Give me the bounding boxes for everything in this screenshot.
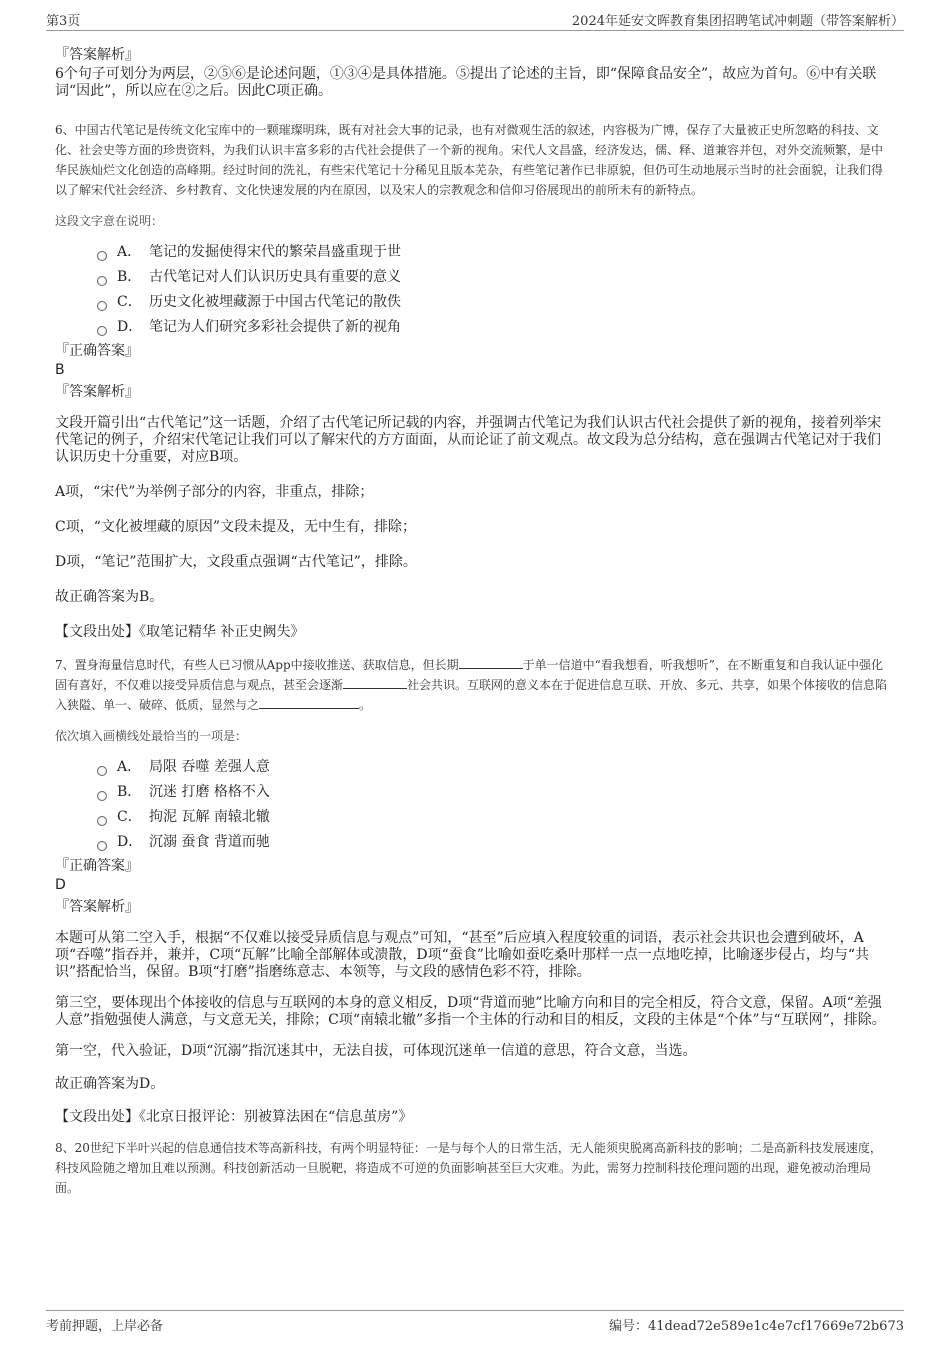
q6-text: 6、中国古代笔记是传统文化宝库中的一颗璀璨明珠，既有对社会大事的记录，也有对微观生活的叙述，内容极为广博，保存了大量被正史所忽略的科技、文化、社会史等方面的珍贵资料，为我们认识丰富多彩的古代社会提供了一个新的视角。宋代人文昌盛，经济发达，儒、释、道兼容并包，对外交流频繁，是中华民族灿烂文化创造的高峰期。经过时间的洗礼，有些宋代笔记十分稀见且版本芜杂，有些笔记著作已非原貌，但仍可生动地展示当时的社会面貌，让我们得以了解宋代社会经济、乡村教育、文化快速发展的内在原因，以及宋人的宗教观念和信仰习俗展现出的前所未有的新特点。 (55, 123, 884, 197)
radio-icon[interactable] (97, 766, 107, 776)
page-footer (46, 1310, 904, 1333)
q6-source: 【文段出处】《取笔记精华 补正史阙失》 (55, 624, 305, 640)
q7-source: 【文段出处】《北京日报评论：别被算法困在“信息茧房”》 (55, 1109, 413, 1125)
radio-icon[interactable] (97, 301, 107, 311)
q6-option-c[interactable]: C． 历史文化被埋藏源于中国古代笔记的散佚 (97, 290, 893, 315)
document-title: 2024年延安文晖教育集团招聘笔试冲刺题（带答案解析） (571, 14, 904, 29)
document-content (55, 46, 893, 1198)
q6-analysis-label: 『答案解析』 (55, 384, 139, 400)
q7-prompt: 依次填入画横线处最恰当的一项是： (55, 729, 248, 743)
q5-analysis-label: 『答案解析』 (55, 47, 139, 63)
q7-text: 7、置身海量信息时代，有些人已习惯从App中接收推送、获取信息，但长期 于单一信道中“看我想看，听我想听”，在不断重复和自我认证中强化固有喜好，不仅难以接受异质信息与观点，甚至会逐渐 社会共识。互联网的意义本在于促进信息互联、开放、多元、共享，如果个体接收的信息陷入狭隘、单一、破碎、低质，显然与之 。 (55, 658, 888, 712)
radio-icon[interactable] (97, 326, 107, 336)
q7-option-d[interactable]: D． 沉溺 蚕食 背道而驰 (97, 830, 893, 855)
q5-analysis: 6个句子可划分为两层，②⑤⑥是论述问题，①③④是具体措施。⑤提出了论述的主旨，即“保障食品安全”，故应为首句。⑥中有关联词“因此”，所以应在②之后。因此C项正确。 (55, 66, 877, 99)
q7-analysis-p4: 故正确答案为D。 (55, 1076, 165, 1092)
q6-answer-label: 『正确答案』 (55, 343, 139, 359)
q7-option-b[interactable]: B． 沉迷 打磨 格格不入 (97, 780, 893, 805)
radio-icon[interactable] (97, 816, 107, 826)
page-header (46, 10, 904, 31)
radio-icon[interactable] (97, 276, 107, 286)
radio-icon[interactable] (97, 791, 107, 801)
q6-answer: B (55, 362, 65, 378)
q7-analysis-p1: 本题可从第二空入手，根据“不仅难以接受异质信息与观点”可知，“甚至”后应填入程度较重的词语，表示社会共识也会遭到破坏，A项“吞噬”指吞并，兼并，C项“瓦解”比喻全部解体或溃散，D项“蚕食”比喻如蚕吃桑叶那样一点一点地吃掉，比喻逐步侵占，均与“共识”搭配恰当，保留。B项“打磨”指磨练意志、本领等，与文段的感情色彩不符，排除。 (55, 930, 870, 980)
q6-option-d[interactable]: D． 笔记为人们研究多彩社会提供了新的视角 (97, 315, 893, 340)
blank-line (259, 696, 359, 709)
q6-option-b[interactable]: B． 古代笔记对人们认识历史具有重要的意义 (97, 265, 893, 290)
q7-option-c[interactable]: C． 拘泥 瓦解 南辕北辙 (97, 805, 893, 830)
radio-icon[interactable] (97, 841, 107, 851)
q7-answer: D (55, 877, 66, 893)
q6-option-a[interactable]: A． 笔记的发掘使得宋代的繁荣昌盛重现于世 (97, 240, 893, 265)
q7-analysis-label: 『答案解析』 (55, 899, 139, 915)
q7-options (55, 755, 893, 855)
q7-answer-label: 『正确答案』 (55, 858, 139, 874)
page-number: 第3页 (46, 14, 81, 29)
q6-analysis-p1: 文段开篇引出“古代笔记”这一话题，介绍了古代笔记所记载的内容，并强调古代笔记为我们认识古代社会提供了新的视角，接着列举宋代笔记的例子，介绍宋代笔记让我们可以了解宋代的方方面面，从而论证了前文观点。故文段为总分结构，意在强调古代笔记对于我们认识历史十分重要，对应B项。 (55, 415, 882, 465)
q7-option-a[interactable]: A． 局限 吞噬 差强人意 (97, 755, 893, 780)
blank-line (343, 676, 407, 689)
q6-analysis-p2: A项，“宋代”为举例子部分的内容，非重点，排除； (55, 484, 374, 500)
q8-text: 8、20世纪下半叶兴起的信息通信技术等高新科技，有两个明显特征：一是与每个人的日常生活，无人能须臾脱离高新科技的影响；二是高新科技发展速度，科技风险随之增加且难以预测。科技创新活动一旦脱靶，将造成不可逆的负面影响甚至巨大灾难。为此，需努力控制科技伦理问题的出现，避免被动治理局面。 (55, 1141, 882, 1195)
q6-prompt: 这段文字意在说明： (55, 214, 164, 228)
blank-line (459, 656, 523, 669)
document-id: 编号：41dead72e589e1c4e7cf17669e72b673 (609, 1319, 904, 1334)
q6-analysis-p3: C项，“文化被埋藏的原因”文段未提及，无中生有，排除； (55, 519, 417, 535)
q7-analysis-p2: 第三空，要体现出个体接收的信息与互联网的本身的意义相反，D项“背道而驰”比喻方向和目的完全相反，符合文意，保留。A项“差强人意”指勉强使人满意，与文意无关，排除；C项“南辕北辙”多指一个主体的行动和目的相反，文段的主体是“个体”与“互联网”，排除。 (55, 995, 886, 1028)
radio-icon[interactable] (97, 251, 107, 261)
footer-slogan: 考前押题，上岸必备 (46, 1319, 164, 1334)
q6-analysis-p5: 故正确答案为B。 (55, 589, 164, 605)
q6-analysis-p4: D项，“笔记”范围扩大，文段重点强调“古代笔记”，排除。 (55, 554, 417, 570)
q6-options (55, 240, 893, 340)
q7-analysis-p3: 第一空，代入验证，D项“沉溺”指沉迷其中，无法自拔，可体现沉迷单一信道的意思，符合文意，当选。 (55, 1043, 697, 1059)
